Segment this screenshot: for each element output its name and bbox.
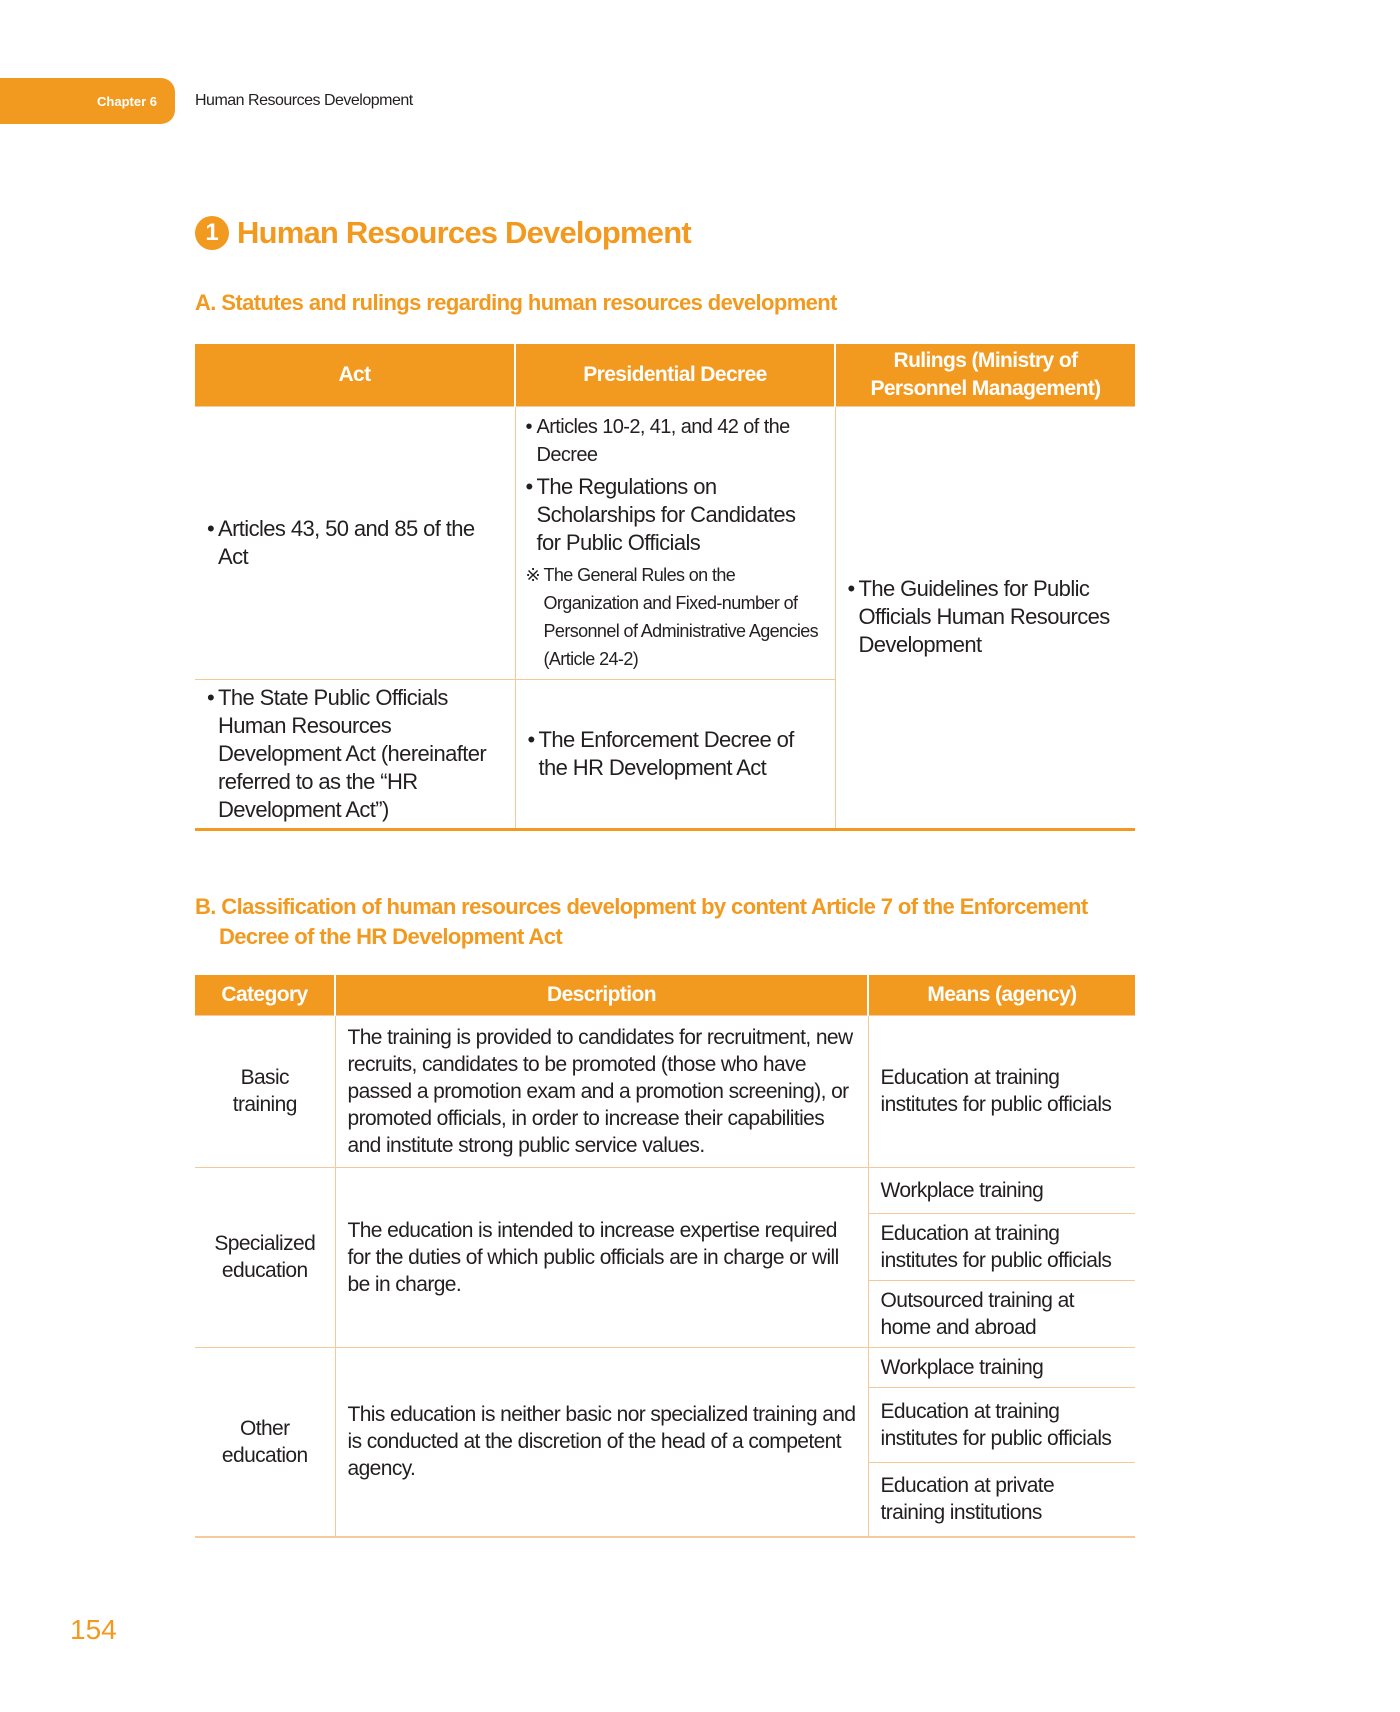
statutes-row [195, 406, 1135, 679]
classification-row [195, 1347, 1135, 1387]
description-cell: The education is intended to increase expertise required for the duties of which public officials are in charge or will be in charge. [335, 1167, 868, 1347]
running-title: Human Resources Development [195, 92, 413, 109]
decree-item: • Articles 10-2, 41, and 42 of the Decree [525, 415, 790, 466]
part-a-heading: A. Statutes and rulings regarding human resources development [195, 290, 837, 315]
decree-cell [515, 679, 835, 829]
act-cell [195, 406, 515, 679]
means-cell: Education at private training institutions [868, 1462, 1135, 1537]
chapter-tab [0, 78, 175, 124]
classification-header-row [195, 975, 1135, 1015]
decree-item: • The Regulations on Scholarships for Candidates for Public Officials [525, 473, 796, 555]
rulings-cell [835, 406, 1135, 829]
statutes-header-row [195, 344, 1135, 406]
description-cell: The training is provided to candidates for recruitment, new recruits, candidates to be promoted (those who have passed a promotion exam and a promotion screening), or promoted officials, in order to increase their capabilities and institute strong public service values. [335, 1015, 868, 1167]
category-cell: Other education [195, 1347, 335, 1537]
part-b-heading: B. Classification of human resources development by content Article 7 of the Enforcement Decree of the HR Development Act [195, 894, 1088, 949]
decree-note: ※ The General Rules on the Organization and Fixed-number of Personnel of Administrative Agencies (Article 24-2) [526, 561, 825, 673]
col-header-category: Category [195, 975, 335, 1015]
col-header-act: Act [195, 344, 515, 406]
classification-row [195, 1015, 1135, 1167]
col-header-rulings: Rulings (Ministry of Personnel Management) [835, 344, 1135, 406]
col-header-description: Description [335, 975, 868, 1015]
col-header-means: Means (agency) [868, 975, 1135, 1015]
means-cell: Workplace training [868, 1167, 1135, 1213]
decree-item: • The Enforcement Decree of the HR Development Act [527, 726, 794, 780]
description-cell: This education is neither basic nor specialized training and is conducted at the discretion of the head of a competent agency. [335, 1347, 868, 1537]
classification-table [195, 975, 1135, 1538]
act-cell [195, 679, 515, 829]
means-cell: Outsourced training at home and abroad [868, 1280, 1135, 1347]
chapter-label: Chapter 6 [97, 93, 157, 109]
means-cell: Education at training institutes for public officials [868, 1015, 1135, 1167]
col-header-presidential-decree: Presidential Decree [515, 344, 835, 406]
act-item: • The State Public Officials Human Resources Development Act (hereinafter referred to as the “HR Development Act”) [207, 684, 487, 822]
page-number: 154 [70, 1614, 117, 1645]
classification-row [195, 1167, 1135, 1213]
category-cell: Specialized education [195, 1167, 335, 1347]
means-cell: Workplace training [868, 1347, 1135, 1387]
means-cell: Education at training institutes for public officials [868, 1213, 1135, 1280]
act-item: • Articles 43, 50 and 85 of the Act [207, 515, 475, 569]
section-heading [195, 215, 691, 251]
decree-cell [515, 406, 835, 679]
statutes-table [195, 344, 1135, 831]
category-cell: Basic training [195, 1015, 335, 1167]
section-number-badge: 1 [195, 216, 229, 250]
reference-mark: ※ [525, 564, 540, 585]
section-title: Human Resources Development [237, 215, 691, 250]
rulings-item: • The Guidelines for Public Officials Human Resources Development [847, 576, 1110, 657]
means-cell: Education at training institutes for public officials [868, 1387, 1135, 1462]
